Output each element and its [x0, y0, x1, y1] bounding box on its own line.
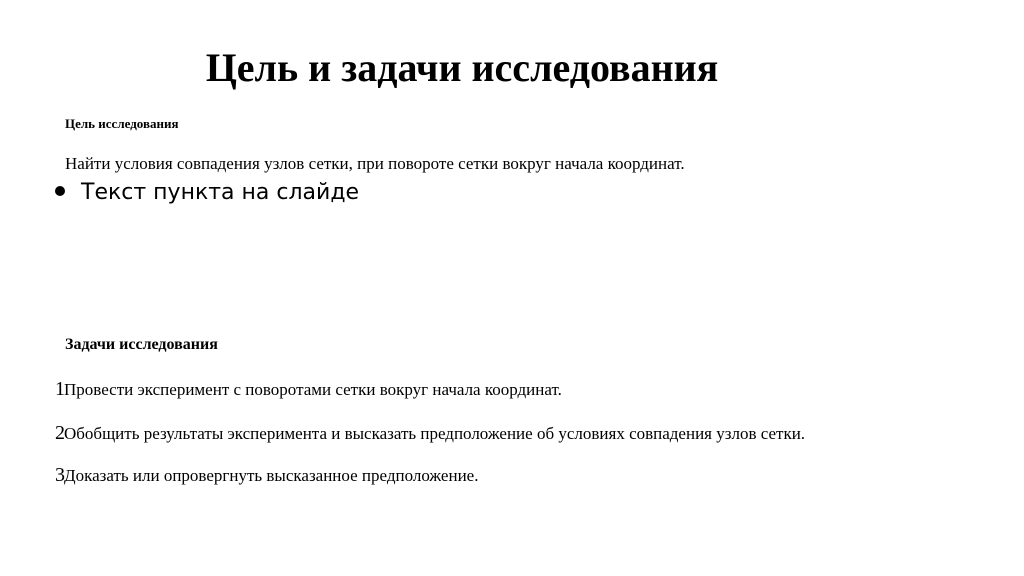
bullet-text: Текст пункта на слайде [81, 180, 360, 205]
task-text: Провести эксперимент с поворотами сетки вокруг начала координат. [64, 380, 562, 399]
task-number: 2 [55, 422, 65, 444]
task-text: Обобщить результаты эксперимента и высказать предположение об условиях совпадения узлов сетки. [64, 424, 806, 443]
task-number: 3 [55, 464, 65, 486]
task-text: Доказать или опровергнуть высказанное предположение. [64, 466, 479, 485]
slide-title: Цель и задачи исследования [205, 45, 719, 90]
goal-text: Найти условия совпадения узлов сетки, при повороте сетки вокруг начала координат. [65, 154, 685, 173]
bullet-dot-icon [55, 186, 65, 196]
task-number: 1 [55, 378, 65, 400]
tasks-heading: Задачи исследования [65, 336, 218, 353]
goal-heading: Цель исследования [65, 116, 179, 131]
